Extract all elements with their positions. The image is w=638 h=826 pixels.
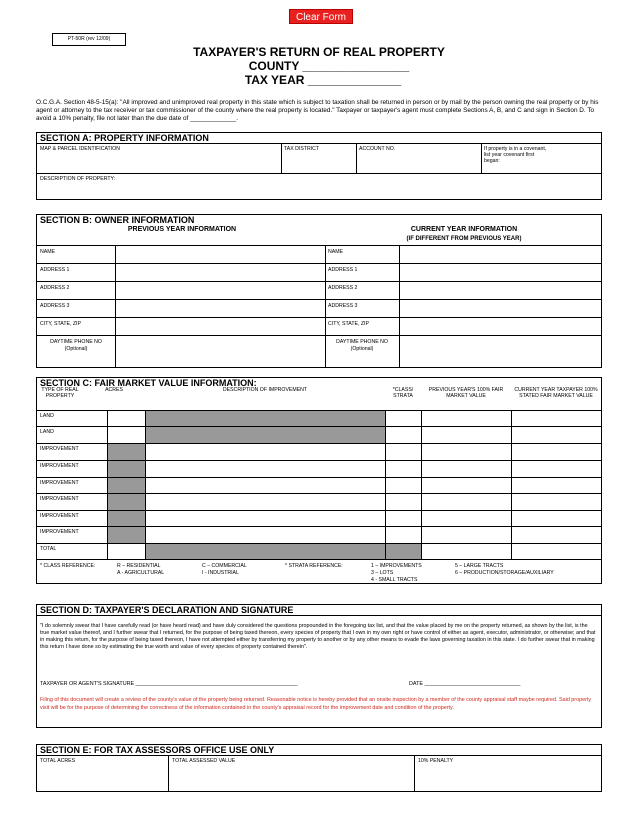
class-commercial: C – COMMERCIAL (202, 563, 247, 569)
strata-improvements: 1 – IMPROVEMENTS (371, 563, 422, 569)
col-desc-header: DESCRIPTION OF IMPROVEMENT (222, 387, 308, 393)
row-improvement-4: IMPROVEMENT (40, 496, 79, 502)
covenant-label: If property is in a covenant, list year covenant first began: (484, 146, 547, 164)
class-agricultural: A - AGRICULTURAL (117, 570, 165, 576)
map-parcel-label: MAP & PARCEL IDENTIFICATION (40, 146, 120, 152)
section-b-title: SECTION B: OWNER INFORMATION (40, 215, 195, 225)
col-class-header: *CLASS/ STRATA (392, 387, 414, 399)
section-a-title: SECTION A: PROPERTY INFORMATION (37, 133, 601, 144)
account-no-label: ACCOUNT NO. (359, 146, 396, 152)
form-title: TAXPAYER'S RETURN OF REAL PROPERTY (193, 45, 445, 59)
prev-name-label: NAME (40, 249, 55, 255)
section-a (36, 132, 602, 200)
current-year-heading: CURRENT YEAR INFORMATION (410, 226, 518, 233)
total-assessed-label: TOTAL ASSESSED VALUE (172, 758, 236, 764)
strata-reference-label: * STRATA REFERENCE: (285, 563, 343, 569)
col-type-header: TYPE OF REAL PROPERTY (41, 387, 79, 399)
section-e (36, 744, 602, 792)
col-acres-header: ACRES (105, 387, 123, 393)
curr-phone-label: DAYTIME PHONE NO (336, 339, 388, 345)
curr-address1-label: ADDRESS 1 (328, 267, 358, 273)
prev-address1-label: ADDRESS 1 (40, 267, 70, 273)
tax-year-line: TAX YEAR ______________ (244, 73, 402, 87)
curr-city-label: CITY, STATE, ZIP (328, 321, 369, 327)
strata-small-tracts: 4 - SMALL TRACTS (371, 577, 418, 583)
row-improvement-3: IMPROVEMENT (40, 480, 79, 486)
row-improvement-1: IMPROVEMENT (40, 446, 79, 452)
clear-form-button[interactable]: Clear Form (289, 9, 353, 24)
row-total: TOTAL (40, 546, 57, 552)
class-reference-label: * CLASS REFERENCE: (40, 563, 96, 569)
prev-phone-label: DAYTIME PHONE NO (50, 339, 102, 345)
curr-phone-optional: (Optional) (350, 346, 374, 352)
col-curr-header: CURRENT YEAR TAXPAYER 100% STATED FAIR MARKET VALUE (514, 387, 598, 399)
tax-district-label: TAX DISTRICT (284, 146, 320, 152)
inspection-notice: Filing of this document will create a review of the county's value of the property being returned. Reasonable notice is hereby provided that an onsite inspection by a member of the county appraisal staff maybe required. Said property visit will be for the purpose of determining the correctness of the information contained in the county's appraisal record for the improvement date and condition of the property. (40, 697, 592, 711)
penalty-label: 10% PENALTY (418, 758, 454, 764)
section-b (36, 214, 602, 368)
curr-address3-label: ADDRESS 3 (328, 303, 358, 309)
date-line[interactable]: DATE ________________________________ (409, 681, 521, 687)
strata-production: 6 – PRODUCTION/STORAGE/AUXILIARY (455, 570, 554, 576)
previous-year-heading: PREVIOUS YEAR INFORMATION (127, 226, 237, 233)
county-line: COUNTY ________________ (248, 59, 410, 73)
law-text: O.C.G.A. Section 48-5-15(a): "All improved and unimproved real property in this state which is subject to taxation shall be returned in person or by mail by the person owning the real property or by his agent or attorney to the tax receiver or tax commissioner of the county where the real property is located." Taxpayer or taxpayer's agent must complete Sections A, B, and C and sign in Section D. To avoid a 10% penalty, file not later than the due date of _____________. (36, 99, 599, 122)
row-land-2: LAND (40, 429, 54, 435)
curr-address2-label: ADDRESS 2 (328, 285, 358, 291)
col-prev-header: PREVIOUS YEAR'S 100% FAIR MARKET VALUE (428, 387, 504, 399)
prev-city-label: CITY, STATE, ZIP (40, 321, 81, 327)
prev-address2-label: ADDRESS 2 (40, 285, 70, 291)
section-e-title: SECTION E: FOR TAX ASSESSORS OFFICE USE ONLY (37, 745, 601, 756)
form-number: PT-50R (rev 12/09) (52, 33, 126, 46)
section-c (36, 377, 602, 584)
current-year-subheading: (IF DIFFERENT FROM PREVIOUS YEAR) (406, 236, 522, 242)
row-improvement-6: IMPROVEMENT (40, 529, 79, 535)
row-improvement-5: IMPROVEMENT (40, 513, 79, 519)
prev-address3-label: ADDRESS 3 (40, 303, 70, 309)
strata-lots: 3 – LOTS (371, 570, 394, 576)
prev-phone-optional: (Optional) (64, 346, 88, 352)
class-industrial: I - INDUSTRIAL (202, 570, 239, 576)
section-d (36, 604, 602, 728)
row-improvement-2: IMPROVEMENT (40, 463, 79, 469)
declaration-oath: "I do solemnly swear that I have carefully read (or have heard read) and have duly considered the questions propounded in the foregoing tax list, and that the value placed by me on the property returned, as shown by the list, is the true market value thereof, and I further swear that I returned, for the purpose of being taxed thereon, every species of property that I own in my own right or have control of either as agent, executor, administrator, or otherwise; and that in making this return, for the purpose of being taxed thereon, I have not attempted either by transferring my property to another or by any other means to evade the laws governing taxation in this state. I do further swear that in making this return I have done so by estimating the true worth and value of every species of property contained therein". (40, 623, 596, 650)
description-label: DESCRIPTION OF PROPERTY: (40, 176, 116, 182)
total-acres-label: TOTAL ACRES (40, 758, 76, 764)
section-d-title: SECTION D: TAXPAYER'S DECLARATION AND SIGNATURE (37, 605, 601, 616)
strata-large-tracts: 5 – LARGE TRACTS (455, 563, 504, 569)
class-residential: R – RESIDENTIAL (117, 563, 161, 569)
signature-line[interactable]: TAXPAYER OR AGENT'S SIGNATURE ______________________________________________________ (40, 681, 298, 687)
curr-name-label: NAME (328, 249, 343, 255)
section-c-title: SECTION C: FAIR MARKET VALUE INFORMATION: (40, 378, 257, 388)
row-land-1: LAND (40, 413, 54, 419)
